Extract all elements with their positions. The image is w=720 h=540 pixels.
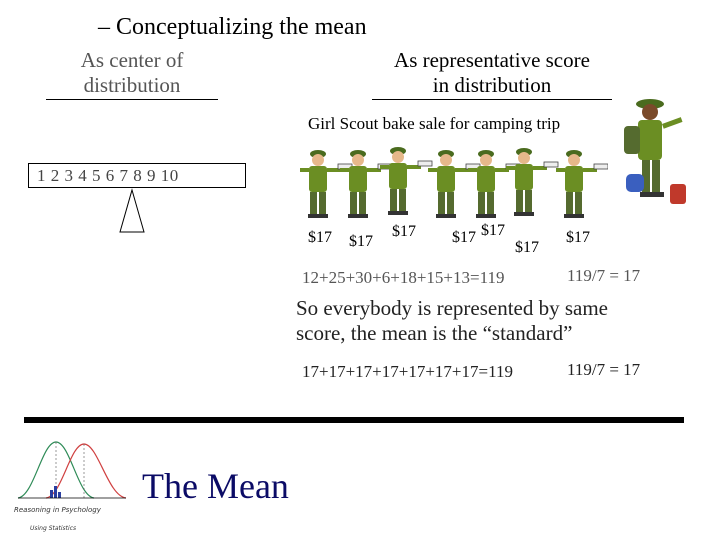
price-label: $17 — [515, 239, 539, 256]
explanation-line1: So everybody is represented by same — [296, 296, 608, 320]
right-sub-line2: in distribution — [432, 73, 552, 97]
bake-sale-caption: Girl Scout bake sale for camping trip — [308, 114, 561, 133]
title-divider-bar — [24, 417, 684, 423]
explanation-line2: score, the mean is the “standard” — [296, 321, 573, 345]
price-label: $17 — [566, 229, 590, 246]
logo-caption-reasoning: Reasoning in Psychology — [14, 506, 101, 514]
left-sub-line1: As center of — [80, 48, 184, 72]
slide-title: The Mean — [142, 466, 289, 506]
price-label: $17 — [349, 233, 373, 250]
equal-sales-sum: 17+17+17+17+17+17+17=119 — [302, 362, 513, 381]
price-label: $17 — [308, 229, 332, 246]
distribution-curves-logo-icon — [16, 432, 128, 506]
equal-sales-division: 119/7 = 17 — [567, 360, 641, 379]
price-label: $17 — [481, 222, 505, 239]
logo-caption-statistics: Using Statistics — [30, 525, 77, 532]
number-line: 1 2 3 4 5 6 7 8 9 10 — [28, 163, 246, 188]
price-label: $17 — [392, 223, 416, 240]
center-of-distribution-label — [46, 48, 218, 100]
fulcrum-triangle-icon — [118, 188, 146, 234]
representative-score-label — [372, 48, 612, 100]
left-sub-line2: distribution — [83, 73, 181, 97]
actual-sales-sum: 12+25+30+6+18+15+13=119 — [302, 268, 505, 287]
girl-scout-figure-icon — [300, 150, 352, 218]
slide-heading: – Conceptualizing the mean — [98, 14, 367, 40]
price-label: $17 — [452, 229, 476, 246]
girl-scouts-illustration — [288, 140, 608, 250]
actual-sales-division: 119/7 = 17 — [567, 266, 641, 285]
mean-explanation — [296, 296, 608, 346]
scout-leader-illustration — [616, 90, 696, 220]
right-sub-line1: As representative score — [394, 48, 590, 72]
